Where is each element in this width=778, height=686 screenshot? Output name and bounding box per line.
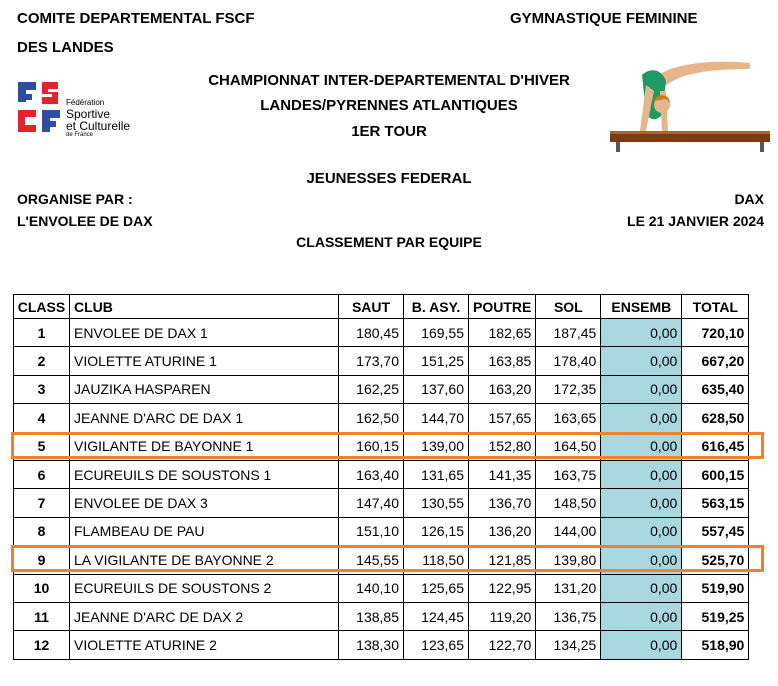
cell-poutre: 136,20 [469,517,536,545]
table-row [14,517,749,545]
ranking-type: CLASSEMENT PAR EQUIPE [296,234,482,250]
cell-saut: 163,40 [339,460,404,488]
col-poutre: POUTRE [469,295,536,319]
cell-ensemble: 0,00 [601,517,682,545]
highlight-row-5 [11,432,764,459]
cell-class: 3 [14,375,70,403]
cell-ensemble: 0,00 [601,460,682,488]
cell-sol: 163,75 [536,460,601,488]
cell-club: JAUZIKA HASPAREN [70,375,339,403]
cell-poutre: 182,65 [469,319,536,347]
col-barres: B. ASY. [404,295,469,319]
cell-poutre: 163,85 [469,347,536,375]
cell-total: 600,15 [682,460,749,488]
cell-total: 667,20 [682,347,749,375]
table-row [14,460,749,488]
cell-total: 616,45 [682,432,749,460]
cell-poutre: 157,65 [469,404,536,432]
table-row [14,375,749,403]
committee-name: COMITE DEPARTEMENTAL FSCF [17,10,255,27]
cell-sol: 164,50 [536,432,601,460]
cell-ensemble: 0,00 [601,347,682,375]
cell-class: 2 [14,347,70,375]
table-row [14,347,749,375]
cell-saut: 147,40 [339,489,404,517]
cell-barres: 169,55 [404,319,469,347]
table-row [14,404,749,432]
cell-class: 5 [14,432,70,460]
logo-line-3: et Culturelle [66,119,131,133]
col-class: CLASS [14,295,70,319]
cell-poutre: 152,80 [469,432,536,460]
cell-barres: 118,50 [404,546,469,574]
table-header-row [14,295,749,319]
cell-sol: 136,75 [536,602,601,630]
highlight-row-9 [11,545,764,572]
cell-poutre: 119,20 [469,602,536,630]
cell-barres: 126,15 [404,517,469,545]
cell-total: 519,90 [682,574,749,602]
cell-club: ECUREUILS DE SOUSTONS 2 [70,574,339,602]
cell-sol: 187,45 [536,319,601,347]
results-table [13,294,749,660]
cell-total: 525,70 [682,546,749,574]
cell-barres: 125,65 [404,574,469,602]
cell-barres: 144,70 [404,404,469,432]
event-city: DAX [734,191,764,207]
championship-region: LANDES/PYRENNES ATLANTIQUES [260,97,518,114]
col-club: CLUB [70,295,339,319]
cell-barres: 124,45 [404,602,469,630]
cell-saut: 140,10 [339,574,404,602]
cell-sol: 139,80 [536,546,601,574]
cell-saut: 138,85 [339,602,404,630]
cell-sol: 178,40 [536,347,601,375]
cell-ensemble: 0,00 [601,546,682,574]
cell-barres: 139,00 [404,432,469,460]
cell-poutre: 122,70 [469,631,536,659]
organizer-name: L'ENVOLEE DE DAX [17,213,153,229]
discipline: GYMNASTIQUE FEMININE [510,10,698,27]
cell-saut: 160,15 [339,432,404,460]
logo-line-2: Sportive [66,107,111,121]
cell-sol: 148,50 [536,489,601,517]
cell-club: ENVOLEE DE DAX 3 [70,489,339,517]
cell-ensemble: 0,00 [601,432,682,460]
cell-sol: 144,00 [536,517,601,545]
cell-class: 11 [14,602,70,630]
cell-total: 519,25 [682,602,749,630]
cell-barres: 123,65 [404,631,469,659]
cell-club: ENVOLEE DE DAX 1 [70,319,339,347]
category-title: JEUNESSES FEDERAL [306,170,472,187]
col-ensemble: ENSEMB [601,295,682,319]
cell-barres: 137,60 [404,375,469,403]
col-total: TOTAL [682,295,749,319]
cell-class: 12 [14,631,70,659]
cell-class: 9 [14,546,70,574]
cell-barres: 130,55 [404,489,469,517]
table-row [14,319,749,347]
cell-saut: 138,30 [339,631,404,659]
cell-saut: 151,10 [339,517,404,545]
cell-barres: 131,65 [404,460,469,488]
cell-club: LA VIGILANTE DE BAYONNE 2 [70,546,339,574]
cell-club: VIOLETTE ATURINE 1 [70,347,339,375]
cell-sol: 134,25 [536,631,601,659]
committee-region: DES LANDES [17,39,114,56]
cell-poutre: 136,70 [469,489,536,517]
cell-club: VIOLETTE ATURINE 2 [70,631,339,659]
logo-line-1: Fédération [66,98,105,107]
cell-barres: 151,25 [404,347,469,375]
cell-sol: 163,65 [536,404,601,432]
cell-total: 518,90 [682,631,749,659]
cell-club: JEANNE D'ARC DE DAX 2 [70,602,339,630]
cell-saut: 162,50 [339,404,404,432]
cell-total: 635,40 [682,375,749,403]
cell-ensemble: 0,00 [601,404,682,432]
cell-total: 563,15 [682,489,749,517]
cell-class: 4 [14,404,70,432]
cell-ensemble: 0,00 [601,602,682,630]
cell-class: 6 [14,460,70,488]
col-saut: SAUT [339,295,404,319]
event-date: LE 21 JANVIER 2024 [627,213,764,229]
cell-ensemble: 0,00 [601,631,682,659]
table-row [14,489,749,517]
cell-poutre: 163,20 [469,375,536,403]
cell-ensemble: 0,00 [601,375,682,403]
cell-ensemble: 0,00 [601,319,682,347]
cell-poutre: 121,85 [469,546,536,574]
cell-sol: 172,35 [536,375,601,403]
logo-line-4: de France [66,132,94,138]
championship-round: 1ER TOUR [351,123,427,140]
cell-saut: 173,70 [339,347,404,375]
cell-total: 628,50 [682,404,749,432]
cell-club: JEANNE D'ARC DE DAX 1 [70,404,339,432]
cell-club: ECUREUILS DE SOUSTONS 1 [70,460,339,488]
cell-saut: 180,45 [339,319,404,347]
cell-class: 8 [14,517,70,545]
cell-sol: 131,20 [536,574,601,602]
table-row [14,602,749,630]
cell-club: VIGILANTE DE BAYONNE 1 [70,432,339,460]
cell-ensemble: 0,00 [601,574,682,602]
table-row [14,574,749,602]
cell-poutre: 141,35 [469,460,536,488]
cell-saut: 145,55 [339,546,404,574]
cell-class: 10 [14,574,70,602]
cell-class: 7 [14,489,70,517]
organizer-label: ORGANISE PAR : [17,191,133,207]
cell-poutre: 122,95 [469,574,536,602]
championship-title: CHAMPIONNAT INTER-DEPARTEMENTAL D'HIVER [208,72,570,89]
cell-total: 557,45 [682,517,749,545]
table-row [14,631,749,659]
cell-club: FLAMBEAU DE PAU [70,517,339,545]
cell-total: 720,10 [682,319,749,347]
cell-saut: 162,25 [339,375,404,403]
cell-ensemble: 0,00 [601,489,682,517]
cell-class: 1 [14,319,70,347]
col-sol: SOL [536,295,601,319]
